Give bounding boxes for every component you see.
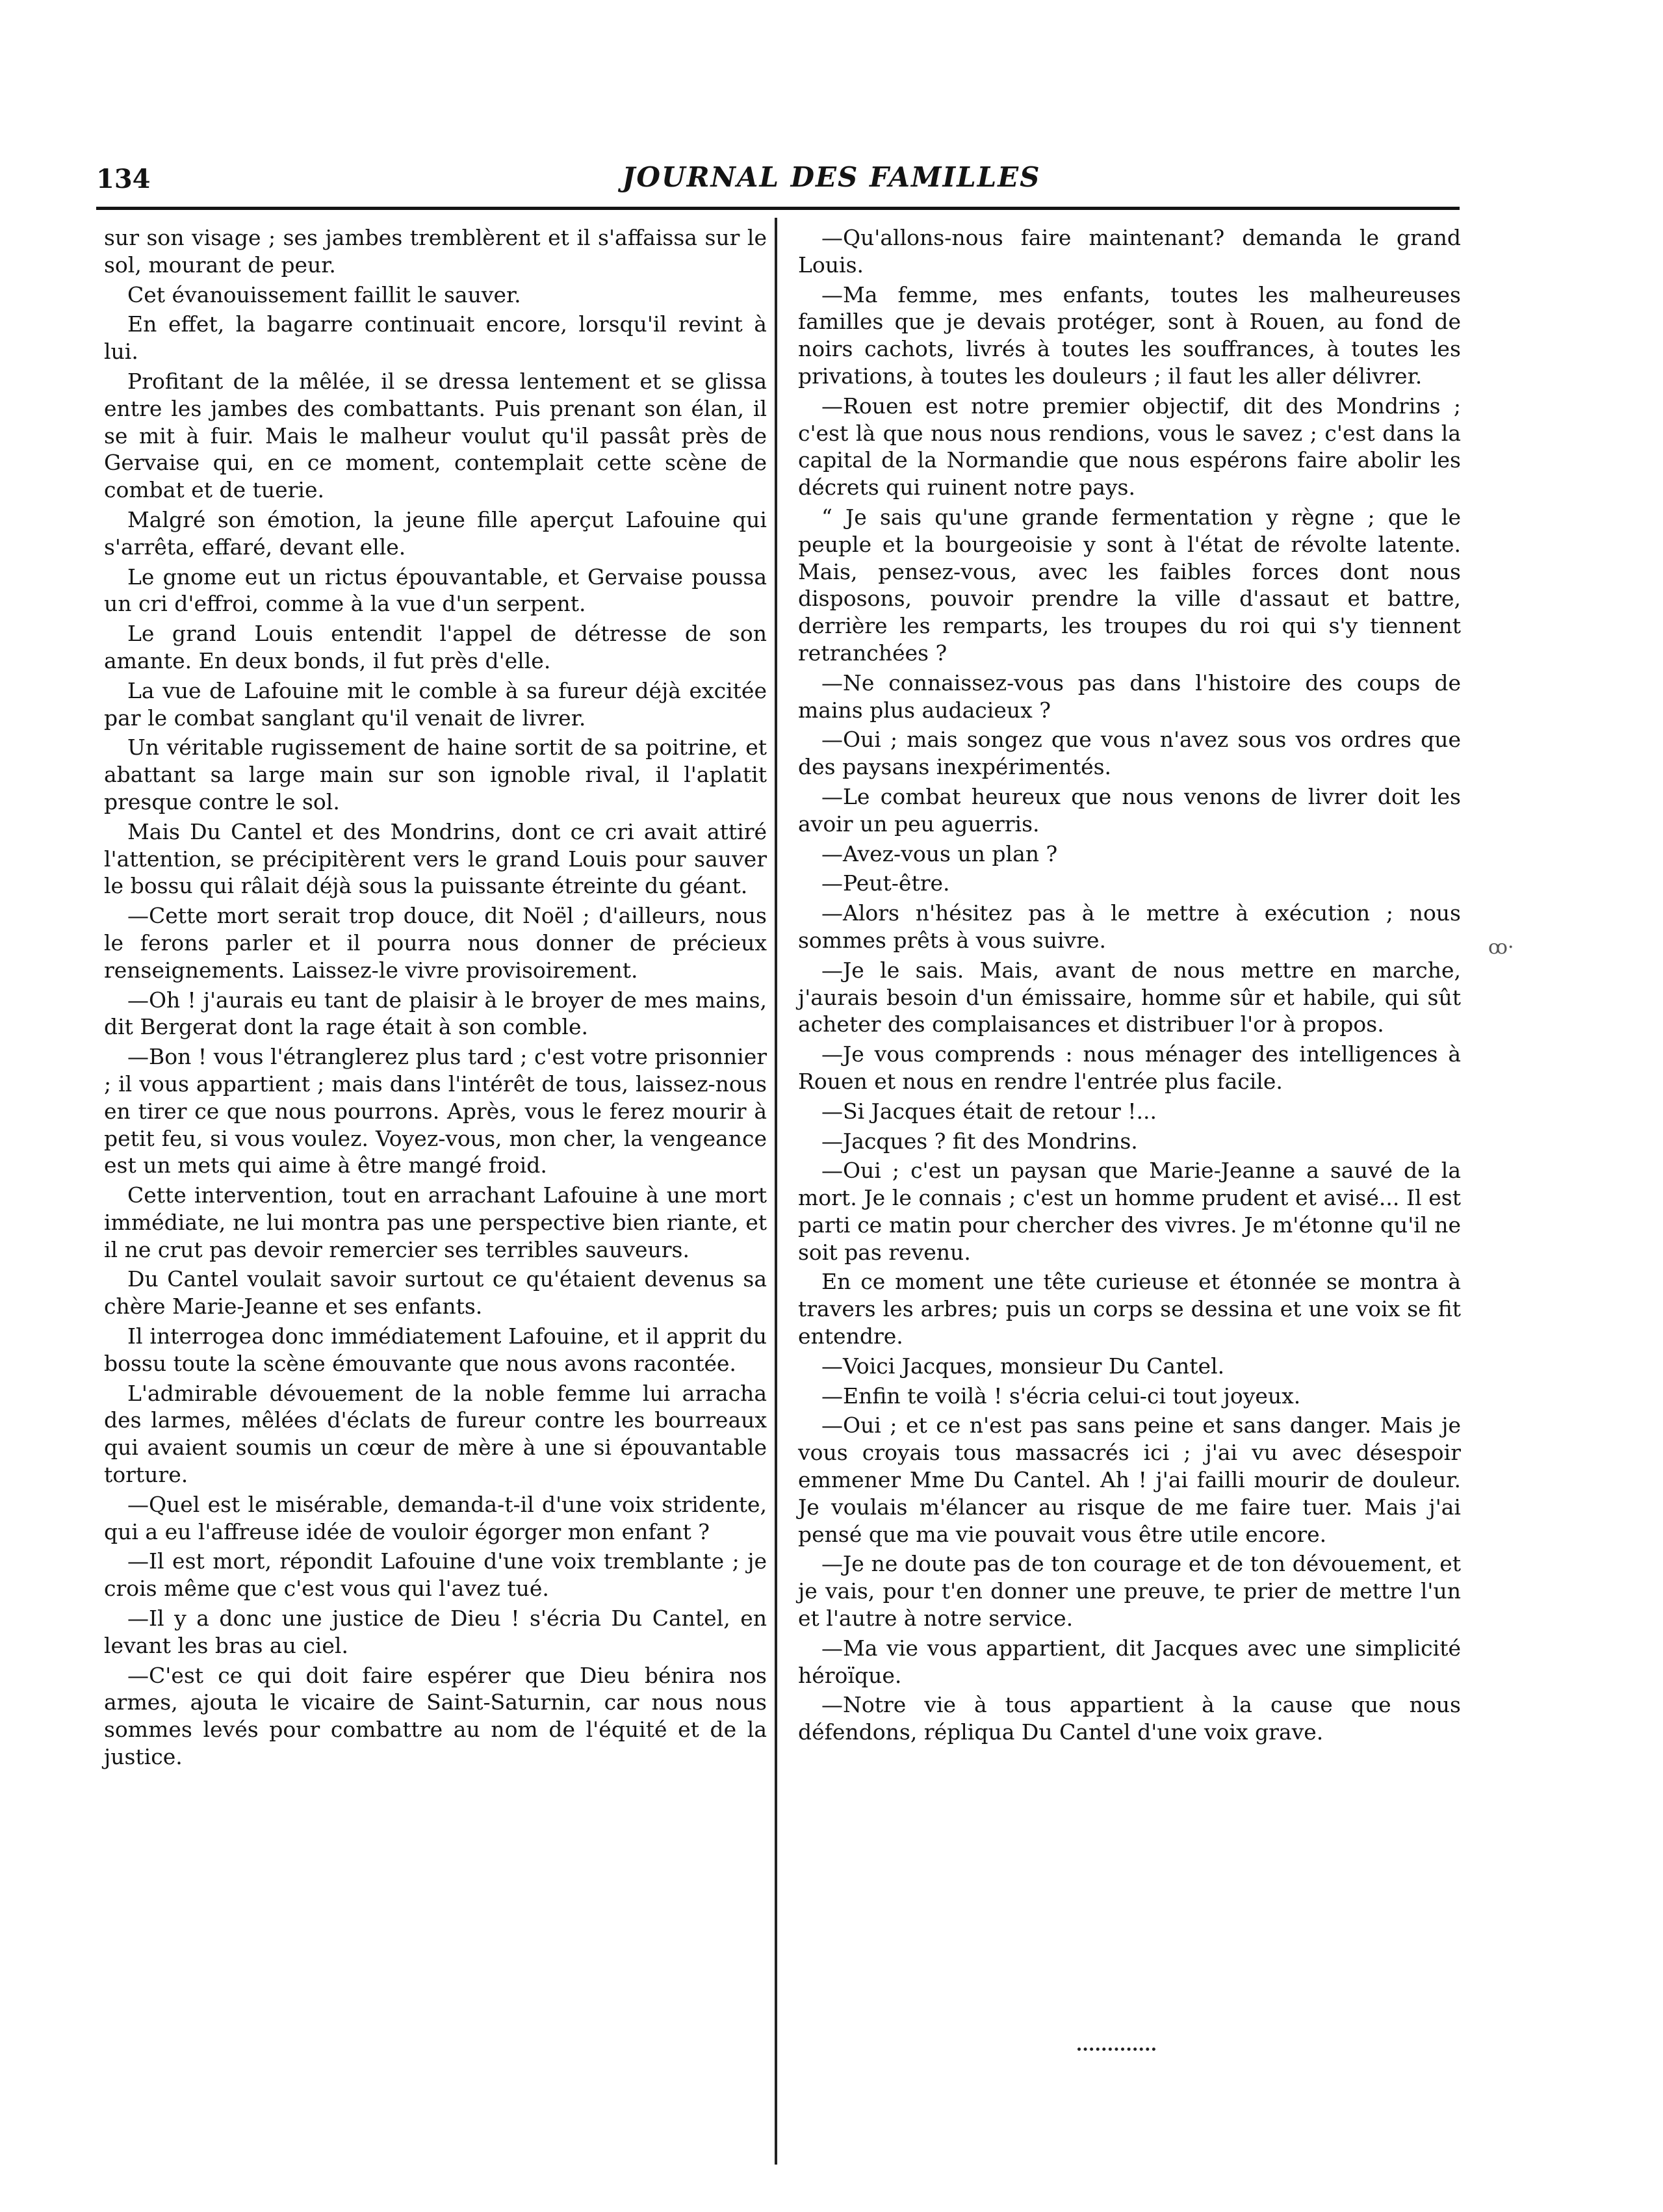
left-column-paragraph: Malgré son émotion, la jeune fille aperçut Lafouine qui s'arrêta, effaré, devant elle. [104, 506, 767, 560]
right-column-paragraph: —Voici Jacques, monsieur Du Cantel. [821, 1353, 1225, 1379]
right-column-paragraph: —Qu'allons-nous faire maintenant? demanda le grand Louis. [798, 225, 1461, 278]
left-column-paragraph: —Quel est le misérable, demanda-t-il d'une voix stridente, qui a eu l'affreuse idée de vouloir égorger mon enfant ? [104, 1491, 767, 1544]
left-column-paragraph: Cette intervention, tout en arrachant Lafouine à une mort immédiate, ne lui montra pas une perspective bien riante, et il ne crut pas devoir remercier ses terribles sauveurs. [104, 1182, 767, 1262]
left-column [104, 224, 767, 1773]
left-column-paragraph: —C'est ce qui doit faire espérer que Dieu bénira nos armes, ajouta le vicaire de Saint-Saturnin, car nous nous sommes levés pour combattre au nom de l'équité et de la justice. [104, 1662, 767, 1770]
right-column-paragraph: —Ma vie vous appartient, dit Jacques avec une simplicité héroïque. [798, 1635, 1461, 1688]
right-column-paragraph: —Avez-vous un plan ? [821, 840, 1058, 866]
right-column-paragraph: —Peut-être. [821, 870, 950, 896]
right-column-paragraph: —Enfin te voilà ! s'écria celui-ci tout joyeux. [821, 1383, 1301, 1409]
left-column-paragraph: Il interrogea donc immédiatement Lafouine, et il apprit du bossu toute la scène émouvante que nous avons racontée. [104, 1323, 767, 1376]
left-column-paragraph: Du Cantel voulait savoir surtout ce qu'étaient devenus sa chère Marie-Jeanne et ses enfants. [104, 1266, 767, 1320]
left-column-paragraph: —Oh ! j'aurais eu tant de plaisir à le broyer de mes mains, dit Bergerat dont la rage était à son comble. [104, 987, 767, 1040]
right-column-paragraph: —Jacques ? fit des Mondrins. [821, 1128, 1138, 1154]
right-column-paragraph: —Notre vie à tous appartient à la cause que nous défendons, répliqua Du Cantel d'une voix grave. [798, 1692, 1461, 1745]
right-column-paragraph: —Si Jacques était de retour !... [821, 1098, 1157, 1124]
left-column-paragraph: Profitant de la mêlée, il se dressa lentement et se glissa entre les jambes des combattants. Puis prenant son élan, il se mit à fuir. Mais le malheur voulut qu'il passât près de Gervaise qui, en ce moment, contemplait cette scène de combat et de tuerie. [104, 368, 767, 503]
end-ornament [1077, 2048, 1155, 2055]
right-column-paragraph: —Ne connaissez-vous pas dans l'histoire des coups de mains plus audacieux ? [798, 670, 1461, 723]
left-column-paragraph: En effet, la bagarre continuait encore, lorsqu'il revint à lui. [104, 311, 767, 365]
header-rule [96, 207, 1460, 210]
right-column-paragraph: —Oui ; et ce n'est pas sans peine et sans danger. Mais je vous croyais tous massacrés ici ; j'ai vu avec désespoir emmener Mme Du Cantel. Ah ! j'ai failli mourir de douleur. Je voulais m'élancer au risque de me faire tuer. Mais j'ai pensé que ma vie pouvait vous être utile encore. [798, 1412, 1461, 1547]
right-column [798, 224, 1461, 1749]
running-title: JOURNAL DES FAMILLES [622, 161, 1041, 193]
right-column-paragraph: —Oui ; c'est un paysan que Marie-Jeanne a sauvé de la mort. Je le connais ; c'est un homme prudent et avisé... Il est parti ce matin pour chercher des vivres. Je m'étonne qu'il ne soit pas revenu. [798, 1158, 1461, 1265]
right-column-paragraph: —Oui ; mais songez que vous n'avez sous vos ordres que des paysans inexpérimentés. [798, 727, 1461, 780]
left-column-paragraph: L'admirable dévouement de la noble femme lui arracha des larmes, mêlées d'éclats de fureur contre les bourreaux qui avaient soumis un cœur de mère à une si épouvantable torture. [104, 1380, 767, 1488]
page-number: 134 [96, 164, 151, 194]
left-column-paragraph: Le gnome eut un rictus épouvantable, et Gervaise poussa un cri d'effroi, comme à la vue d'un serpent. [104, 564, 767, 617]
left-column-paragraph: La vue de Lafouine mit le comble à sa fureur déjà excitée par le combat sanglant qu'il venait de livrer. [104, 677, 767, 731]
left-column-paragraph: —Cette mort serait trop douce, dit Noël ; d'ailleurs, nous le ferons parler et il pourra nous donner de précieux renseignements. Laissez-le vivre provisoirement. [104, 903, 767, 983]
right-column-paragraph: —Je ne doute pas de ton courage et de ton dévouement, et je vais, pour t'en donner une preuve, te prier de mettre l'un et l'autre à notre service. [798, 1551, 1461, 1632]
right-column-paragraph: —Le combat heureux que nous venons de livrer doit les avoir un peu aguerris. [798, 783, 1461, 837]
left-column-paragraph: Mais Du Cantel et des Mondrins, dont ce cri avait attiré l'attention, se précipitèrent vers le grand Louis pour sauver le bossu qui râlait déjà sous la puissante étreinte du géant. [104, 818, 767, 899]
left-column-paragraph: Cet évanouissement faillit le sauver. [127, 281, 521, 307]
left-column-paragraph: —Il y a donc une justice de Dieu ! s'écria Du Cantel, en levant les bras au ciel. [104, 1606, 767, 1658]
right-column-paragraph: “ Je sais qu'une grande fermentation y règne ; que le peuple et la bourgeoisie y sont à l'état de révolte latente. Mais, pensez-vous, avec les faibles forces dont nous disposons, pouvoir prendre la ville d'assaut et battre, derrière les remparts, les troupes du roi qui s'y tiennent retranchées ? [798, 504, 1461, 666]
right-column-paragraph: En ce moment une tête curieuse et étonnée se montra à travers les arbres; puis un corps se dessina et une voix se fit entendre. [798, 1269, 1461, 1349]
right-column-paragraph: —Je vous comprends : nous ménager des intelligences à Rouen et nous en rendre l'entrée plus facile. [798, 1041, 1461, 1094]
right-column-paragraph: —Alors n'hésitez pas à le mettre à exécution ; nous sommes prêts à vous suivre. [798, 900, 1461, 953]
left-column-paragraph: —Bon ! vous l'étranglerez plus tard ; c'est votre prisonnier ; il vous appartient ; mais dans l'intérêt de tous, laissez-nous en tirer ce que nous pourrons. Après, vous le ferez mourir à petit feu, si vous voulez. Voyez-vous, mon cher, la vengeance est un mets qui aime à être mangé froid. [104, 1044, 767, 1178]
right-column-paragraph: —Je le sais. Mais, avant de nous mettre en marche, j'aurais besoin d'un émissaire, homme sûr et habile, qui sût acheter des complaisances et distribuer l'or à propos. [798, 957, 1461, 1037]
left-column-paragraph: Le grand Louis entendit l'appel de détresse de son amante. En deux bonds, il fut près d'elle. [104, 621, 767, 673]
left-column-paragraph: Un véritable rugissement de haine sortit de sa poitrine, et abattant sa large main sur son ignoble rival, il l'aplatit presque contre le sol. [104, 735, 767, 814]
column-divider [775, 218, 777, 2165]
margin-speck: ꝏ· [1488, 936, 1514, 959]
right-column-paragraph: —Rouen est notre premier objectif, dit des Mondrins ; c'est là que nous nous rendions, vous le savez ; c'est dans la capital de la Normandie que nous espérons faire abolir les décrets qui ruinent notre pays. [798, 393, 1461, 501]
left-column-paragraph: sur son visage ; ses jambes tremblèrent et il s'affaissa sur le sol, mourant de peur. [104, 225, 767, 278]
left-column-paragraph: —Il est mort, répondit Lafouine d'une voix tremblante ; je crois même que c'est vous qui l'avez tué. [104, 1548, 767, 1602]
right-column-paragraph: —Ma femme, mes enfants, toutes les malheureuses familles que je devais protéger, sont à Rouen, au fond de noirs cachots, livrés à toutes les souffrances, à toutes les privations, à toutes les douleurs ; il faut les aller délivrer. [798, 281, 1461, 389]
